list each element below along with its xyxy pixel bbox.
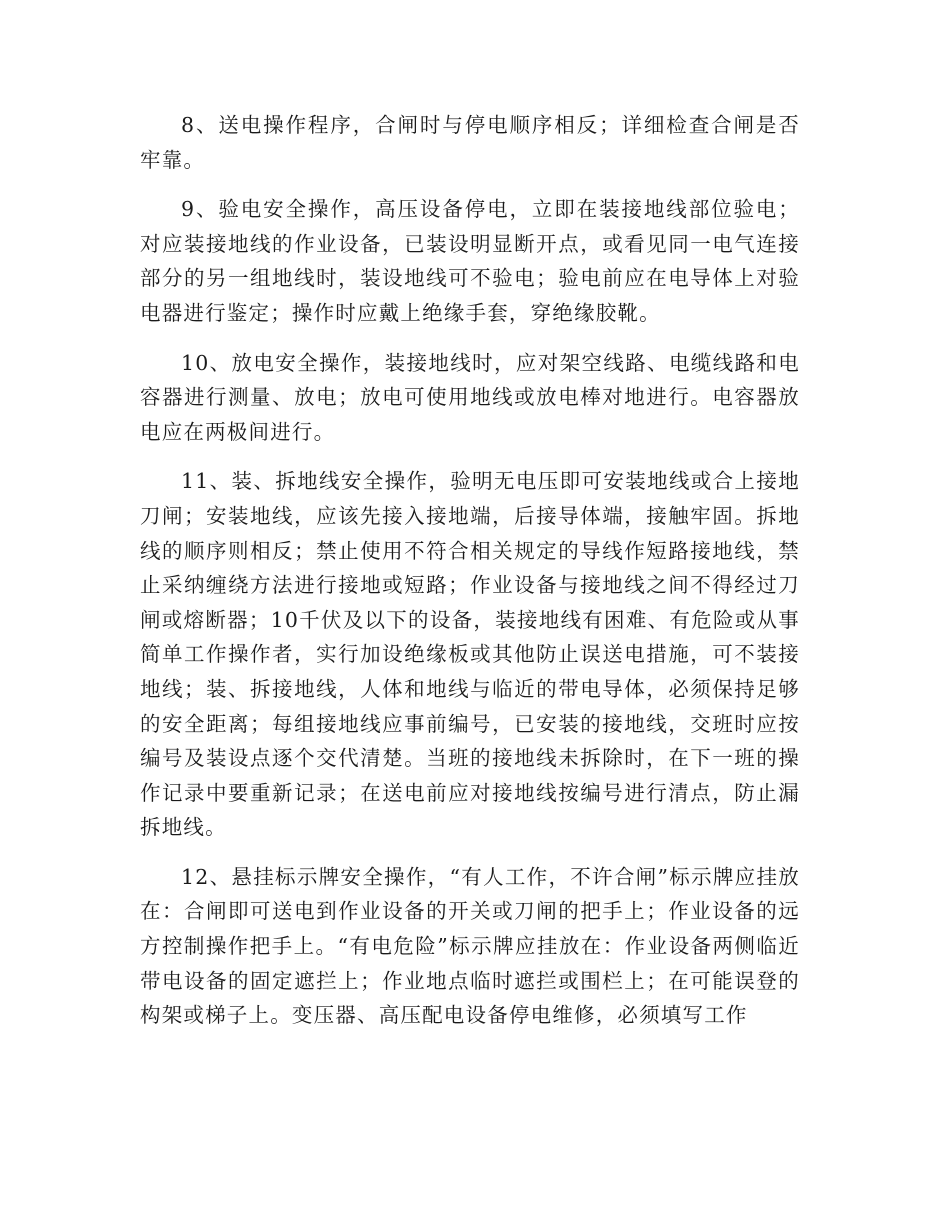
paragraph-10: 10、放电安全操作，装接地线时，应对架空线路、电缆线路和电容器进行测量、放电；放电可使用地线或放电棒对地进行。电容器放电应在两极间进行。 xyxy=(140,350,800,444)
paragraph-11: 11、装、拆地线安全操作，验明无电压即可安装地线或合上接地刀闸；安装地线，应该先接入接地端，后接导体端，接触牢固。拆地线的顺序则相反；禁止使用不符合相关规定的导线作短路接地线，禁止采纳缠绕方法进行接地或短路；作业设备与接地线之间不得经过刀闸或熔断器；10千伏及以下的设备，装接地线有困难、有危险或从事简单工作操作者，实行加设绝缘板或其他防止误送电措施，可不装接地线；装、拆接地线，人体和地线与临近的带电导体，必须保持足够的安全距离；每组接地线应事前编号，已安装的接地线，交班时应按编号及装设点逐个交代清楚。当班的接地线未拆除时，在下一班的操作记录中要重新记录；在送电前应对接地线按编号进行清点，防止漏拆地线。 xyxy=(140,469,800,840)
paragraph-8: 8、送电操作程序，合闸时与停电顺序相反；详细检查合闸是否牢靠。 xyxy=(140,113,800,172)
document-body xyxy=(140,108,800,1048)
paragraph-12: 12、悬挂标示牌安全操作，“有人工作，不许合闸”标示牌应挂放在：合闸即可送电到作业设备的开关或刀闸的把手上；作业设备的远方控制操作把手上。“有电危险”标示牌应挂放在：作业设备两侧临近带电设备的固定遮拦上；作业地点临时遮拦或围栏上；在可能误登的构架或梯子上。变压器、高压配电设备停电维修，必须填写工作 xyxy=(140,864,800,1028)
paragraph-9: 9、验电安全操作，高压设备停电，立即在装接地线部位验电；对应装接地线的作业设备，已装设明显断开点，或看见同一电气连接部分的另一组地线时，装设地线可不验电；验电前应在电导体上对验电器进行鉴定；操作时应戴上绝缘手套，穿绝缘胶靴。 xyxy=(140,197,800,325)
